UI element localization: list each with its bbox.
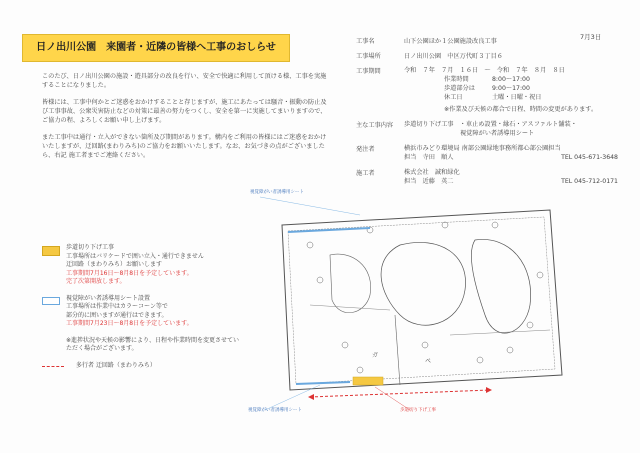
value-kikan xyxy=(404,66,618,114)
info-row-client xyxy=(356,144,618,162)
info-row-place xyxy=(356,51,618,60)
yellow-swatch-icon xyxy=(42,246,60,256)
legend3-title: 多行者 迂回路（まわりみち） xyxy=(76,361,156,369)
client-tel: TEL 045-671-3648 xyxy=(561,154,618,161)
sidewalk-hours xyxy=(404,84,618,93)
label-sekou: 施工者 xyxy=(356,170,375,177)
legend1-line3: 工事期間7月16日～8月8日を予定しています。 xyxy=(66,269,193,277)
period-dates: 令和 ７年 ７月 １６日 ～ 令和 ７年 ８月 ８日 xyxy=(404,67,565,74)
sidewalk-hours-label: 歩道部分は xyxy=(444,85,475,92)
legend-note-text: ※進捗状況や天候の影響により、日程や作業時間を変更させていただく場合がございます。 xyxy=(66,336,240,352)
legend2-line3: 工事期間7月23日～8月8日を予定しています。 xyxy=(66,320,193,327)
svg-text:ペ: ペ xyxy=(425,358,432,365)
notice-title: 日ノ出川公園 来園者・近隣の皆様へ工事のおしらせ xyxy=(36,42,276,53)
info-row-period xyxy=(356,66,618,114)
intro-paragraph-3: また工事中は通行・立入ができない箇所及び期間があります。構内をご利用の皆様にはご迷惑をおかけいたしますが、迂回路(まわりみち)のご協力をお願いいたします。なお、お気づきの点がございましたら、右記 施工者までご連絡ください。 xyxy=(42,134,327,159)
value-basho: 日ノ出川公園 中区万代町３丁目６ xyxy=(404,53,503,60)
legend-note xyxy=(42,337,242,354)
label-kouji: 工事名 xyxy=(356,38,375,45)
value-sekou xyxy=(404,168,618,186)
label-kikan: 工事期間 xyxy=(356,68,381,75)
legend1-line1: 工事場所はバリケードで囲い立入・通行できません xyxy=(66,252,204,260)
map-legend xyxy=(42,244,242,378)
sidewalk-hours-value: 9:00～17:00 xyxy=(492,85,530,92)
legend2-line2: 部分的に囲いますが通行はできます。 xyxy=(66,311,168,319)
info-row-contractor xyxy=(356,168,618,186)
label-hacchu: 発注者 xyxy=(356,146,375,153)
contractor-tel: TEL 045-712-0171 xyxy=(561,178,618,185)
dashed-arrow-icon xyxy=(42,366,64,367)
value-kouji: 山下公園ほか１公園施設改良工事 xyxy=(404,38,497,45)
value-hacchu xyxy=(404,144,618,162)
intro-paragraph-1: このたび、日ノ出川公園の施設・遊具部分の改良を行い、安全で快適に利用して頂ける様、工事を実施することになりました。 xyxy=(42,73,327,89)
park-map xyxy=(250,185,570,420)
legend1-title: 歩道切り下げ工事 xyxy=(66,244,115,251)
title-banner xyxy=(22,34,290,62)
map-label-sidewalk-work: 歩道切り下げ工事 xyxy=(400,408,436,413)
value-naiyou xyxy=(404,120,618,138)
legend-guide-sheet xyxy=(42,295,242,329)
closed-days-value: 土曜・日曜・祝日 xyxy=(492,94,542,101)
legend1-line2: 迂回路（まわりみち）お願いします xyxy=(66,261,163,268)
content-line-1: 歩道切り下げ工事 ・車止め設置・縁石・アスファルト舗装・ xyxy=(404,121,577,128)
client-contact xyxy=(404,153,618,162)
intro-paragraph-2: 皆様には、工事中何かとご迷惑をおかけすることと存じますが、施工にあたっては騒音・振動の防止及び工事事故、公衆災害防止などの対策に最善の努力をつくし、安全を第一に実施してまいりますので、ご協力の程、よろしくお願い申し上げます。 xyxy=(42,99,327,124)
svg-text:ガ: ガ xyxy=(372,352,379,359)
notice-date: 7月3日 xyxy=(580,33,602,41)
contractor-name: 株式会社 誠和緑化 xyxy=(404,169,460,176)
client-person: 担当 寺田 順人 xyxy=(404,154,454,161)
legend2-title: 視覚障がい者誘導用シート設置 xyxy=(66,294,151,302)
legend-sidewalk-work xyxy=(42,244,242,287)
content-line-2: 視覚障がい者誘導用シート xyxy=(460,130,535,137)
work-hours xyxy=(404,75,618,84)
work-hours-value: 8:00～17:00 xyxy=(492,76,530,83)
project-info xyxy=(356,36,618,192)
intro-text xyxy=(42,72,327,168)
contractor-person: 担当 近藤 英二 xyxy=(404,178,454,185)
info-row-name xyxy=(356,36,618,45)
closed-days xyxy=(404,93,618,102)
work-hours-label: 作業時間 xyxy=(444,76,469,83)
client-org: 横浜市みどり環境局 南部公園緑地事務所都心部公園担当 xyxy=(404,145,561,152)
map-label-guide-sheet-bottom: 視覚障がい者誘導用シート xyxy=(248,408,302,413)
park-plan-drawing xyxy=(250,185,570,420)
map-label-guide-sheet-top: 視覚障がい者誘導用シート xyxy=(250,190,304,195)
blue-swatch-icon xyxy=(42,297,60,305)
closed-days-label: 休工日 xyxy=(444,94,463,101)
legend-detour xyxy=(42,362,242,371)
label-basho: 工事場所 xyxy=(356,53,381,60)
schedule-note: ※作業及び天候の都合で日程、時間の変更があります。 xyxy=(444,106,598,113)
legend1-line4: 完了次第開放します。 xyxy=(66,278,126,285)
legend2-line1: 工事場所は作業中はカラーコーン等で xyxy=(66,303,168,310)
info-row-content xyxy=(356,120,618,138)
label-naiyou: 主な工事内容 xyxy=(356,122,394,129)
